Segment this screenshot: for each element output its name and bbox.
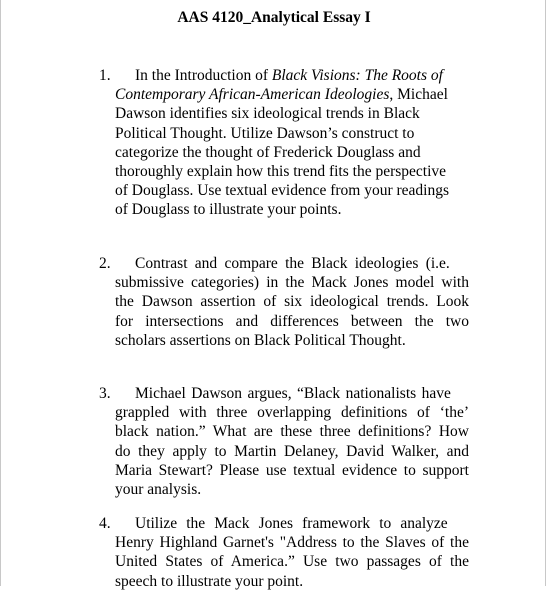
question-2-line-4: for intersections and differences between the two: [115, 312, 469, 330]
question-3-number: 3.: [99, 385, 111, 402]
question-4: [99, 514, 469, 591]
book-title-italic: Black Visions: The Roots of: [271, 67, 443, 84]
question-3-line-3: black nation.” What are these three definitions? How: [115, 423, 469, 441]
document-title: AAS 4120_Analytical Essay I: [177, 9, 371, 26]
question-1-line-5: categorize the thought of Frederick Douglass and: [115, 143, 421, 161]
question-1-number: 1.: [99, 67, 111, 84]
question-1-text: , Michael: [389, 86, 448, 104]
question-1-line-8: of Douglass to illustrate your points.: [115, 201, 342, 219]
question-3-text: Michael Dawson argues, “Black nationalists have: [135, 385, 451, 402]
question-1-line-4: Political Thought. Utilize Dawson’s construct to: [115, 124, 415, 142]
question-2-line-5: scholars assertions on Black Political Thought.: [115, 331, 406, 349]
question-2-text: Contrast and compare the Black ideologies (i.e.: [135, 255, 450, 272]
question-1: [99, 66, 469, 220]
question-4-line-3: United States of America.” Use two passages of the: [115, 553, 469, 571]
question-1-line-6: thoroughly explain how this trend fits the perspective: [115, 163, 447, 181]
question-3: [99, 384, 469, 499]
question-4-number: 4.: [99, 515, 111, 532]
book-title-italic: Contemporary African-American Ideologies: [115, 86, 390, 104]
question-2-line-3: the Dawson assertion of six ideological trends. Look: [115, 293, 469, 311]
question-1-text: In the Introduction of: [135, 67, 272, 84]
question-2: [99, 254, 469, 350]
question-4-line-1: [99, 514, 469, 533]
question-4-line-4: speech to illustrate your point.: [115, 572, 304, 590]
question-4-line-2: Henry Highland Garnet's "Address to the Slaves of the: [115, 534, 469, 552]
question-4-text: Utilize the Mack Jones framework to analyze: [135, 515, 448, 532]
question-3-line-5: Maria Stewart? Please use textual evidence to support: [115, 461, 469, 479]
question-1-line-3: Dawson identifies six ideological trends in Black: [115, 105, 420, 123]
question-1-line-7: of Douglass. Use textual evidence from your readings: [115, 182, 450, 200]
question-3-line-4: do they apply to Martin Delaney, David Walker, and: [115, 442, 469, 460]
question-1-line-2: [99, 85, 469, 104]
question-2-number: 2.: [99, 255, 111, 272]
question-1-line-1: [99, 66, 469, 85]
question-2-line-1: [99, 254, 469, 273]
question-3-line-6: your analysis.: [115, 481, 202, 499]
question-3-line-2: grappled with three overlapping definitions of ‘the’: [115, 404, 469, 422]
question-3-line-1: [99, 384, 469, 403]
question-2-line-2: submissive categories) in the Mack Jones model with: [115, 274, 469, 292]
